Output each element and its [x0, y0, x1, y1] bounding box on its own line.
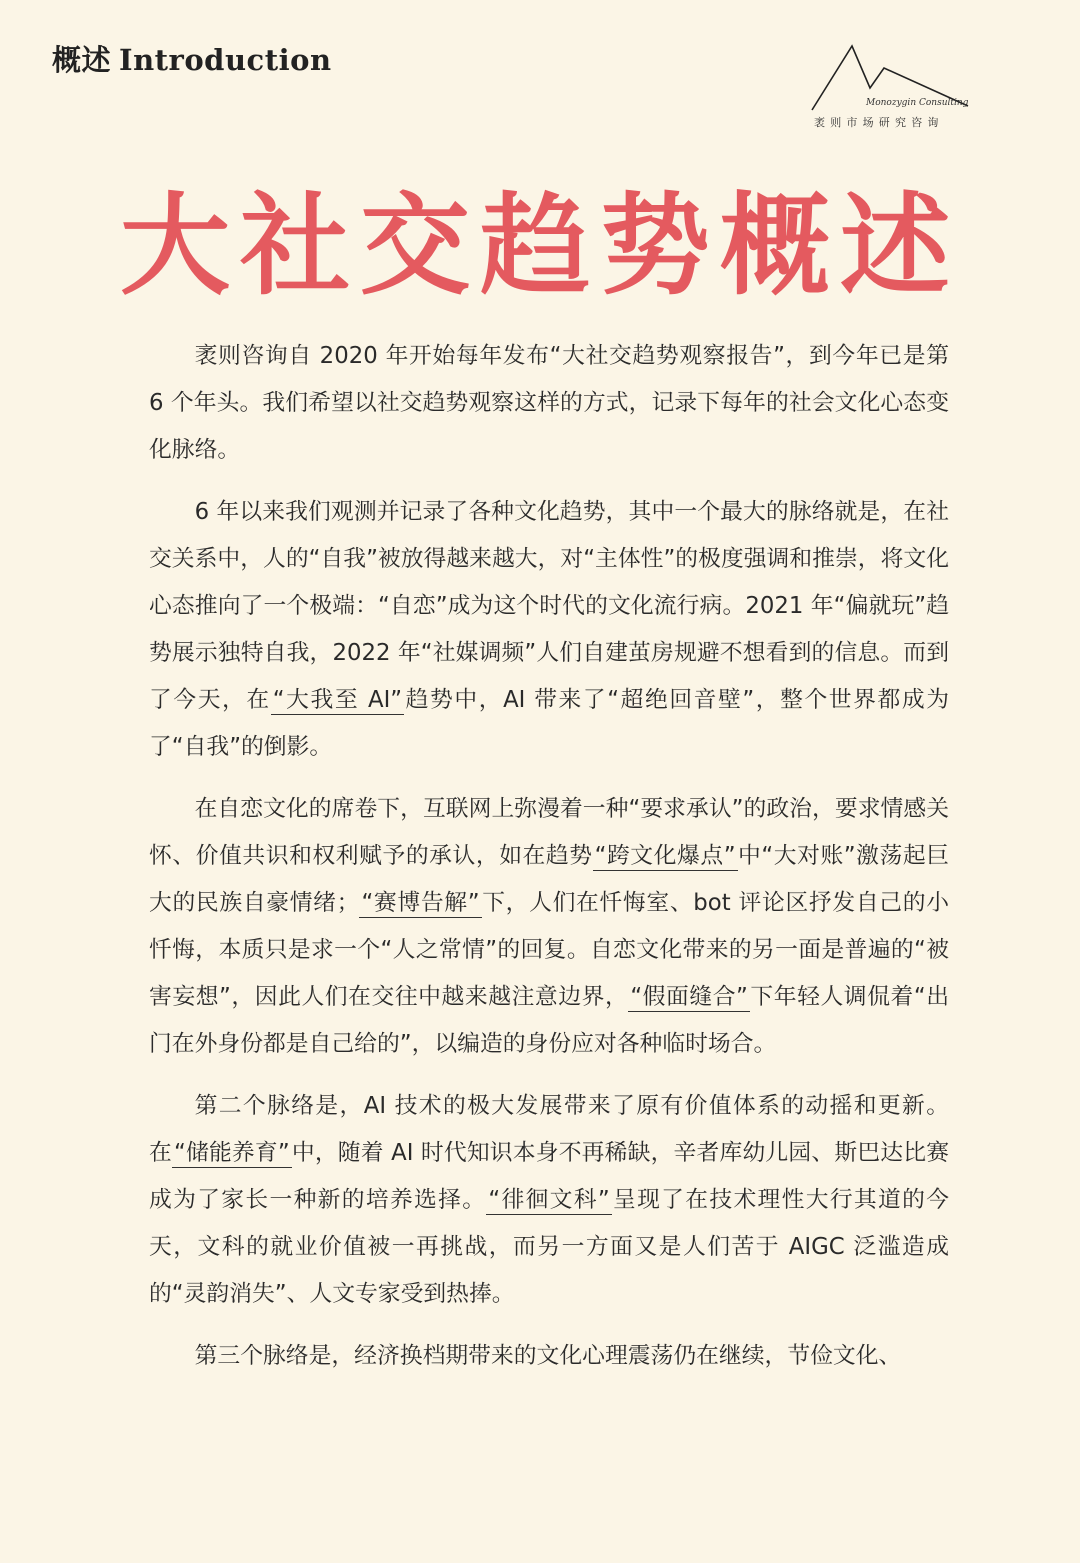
paragraph-3 [149, 786, 949, 1068]
logo-english-name: Monozygin Consulting [866, 98, 969, 108]
text-run: 下年轻人调侃着“出门在外身份都是自己给的”，以编造的身份应对各种临时场合。 [149, 984, 950, 1057]
paragraph-5: 第三个脉络是，经济换档期带来的文化心理震荡仍在继续，节俭文化、 [194, 1343, 902, 1369]
text-run: 中，随着 AI 时代知识本身不再稀缺，辛者库幼儿园、斯巴达比赛成为了家长一种新的培养选择。 [149, 1140, 950, 1213]
trend-link-cross-culture: “跨文化爆点” [594, 843, 736, 869]
body-text [149, 333, 949, 1395]
section-title-cn: 概述 [52, 43, 112, 77]
section-title-en: Introduction [119, 43, 332, 77]
text-run: 在自恋文化的席卷下，互联网上弥漫着一种“要求承认”的政治，要求情感关怀、价值共识和权利赋予的承认，如在趋势 [149, 796, 949, 869]
trend-link-cyber-confession: “赛博告解” [361, 890, 480, 916]
paragraph-1: 袤则咨询自 2020 年开始每年发布“大社交趋势观察报告”，到今年已是第 6 个年头。我们希望以社交趋势观察这样的方式，记录下每年的社会文化心态变化脉络。 [149, 343, 949, 463]
trend-link-da-wo-zhi-ai: “大我至 AI” [272, 687, 403, 713]
text-run: 呈现了在技术理性大行其道的今天，文科的就业价值被一再挑战，而另一方面又是人们苦于 AIGC 泛滥造成的“灵韵消失”、人文专家受到热捧。 [149, 1187, 950, 1307]
trend-link-energy-parenting: “储能养育” [173, 1140, 290, 1166]
trend-link-wandering-humanities: “徘徊文科” [488, 1187, 610, 1213]
section-header [52, 38, 332, 79]
text-run: 第二个脉络是，AI 技术的极大发展带来了原有价值体系的动摇和更新。在 [149, 1093, 949, 1166]
paragraph-2 [149, 489, 949, 771]
trend-link-mask-stitching: “假面缝合” [630, 984, 748, 1010]
page-title: 大社交趋势概述 [120, 181, 960, 310]
paragraph-4 [149, 1083, 949, 1318]
text-run: 趋势中，AI 带来了“超绝回音壁”，整个世界都成为了“自我”的倒影。 [149, 687, 950, 760]
text-run: 中“大对账”激荡起巨大的民族自豪情绪； [149, 843, 949, 916]
logo-chinese-name: 袤则市场研究咨询 [814, 116, 944, 129]
company-logo [808, 38, 976, 134]
text-run: 6 年以来我们观测并记录了各种文化趋势，其中一个最大的脉络就是，在社交关系中，人的“自我”被放得越来越大，对“主体性”的极度强调和推崇，将文化心态推向了一个极端：“自恋”成为这个时代的文化流行病。2021 年“偏就玩”趋势展示独特自我，2022 年“社媒调频”人们自建茧房规避不想看到的信息。而到了今天，在 [149, 499, 949, 713]
text-run: 下，人们在忏悔室、bot 评论区抒发自己的小忏悔，本质只是求一个“人之常情”的回复。自恋文化带来的另一面是普遍的“被害妄想”，因此人们在交往中越来越注意边界， [149, 890, 949, 1010]
